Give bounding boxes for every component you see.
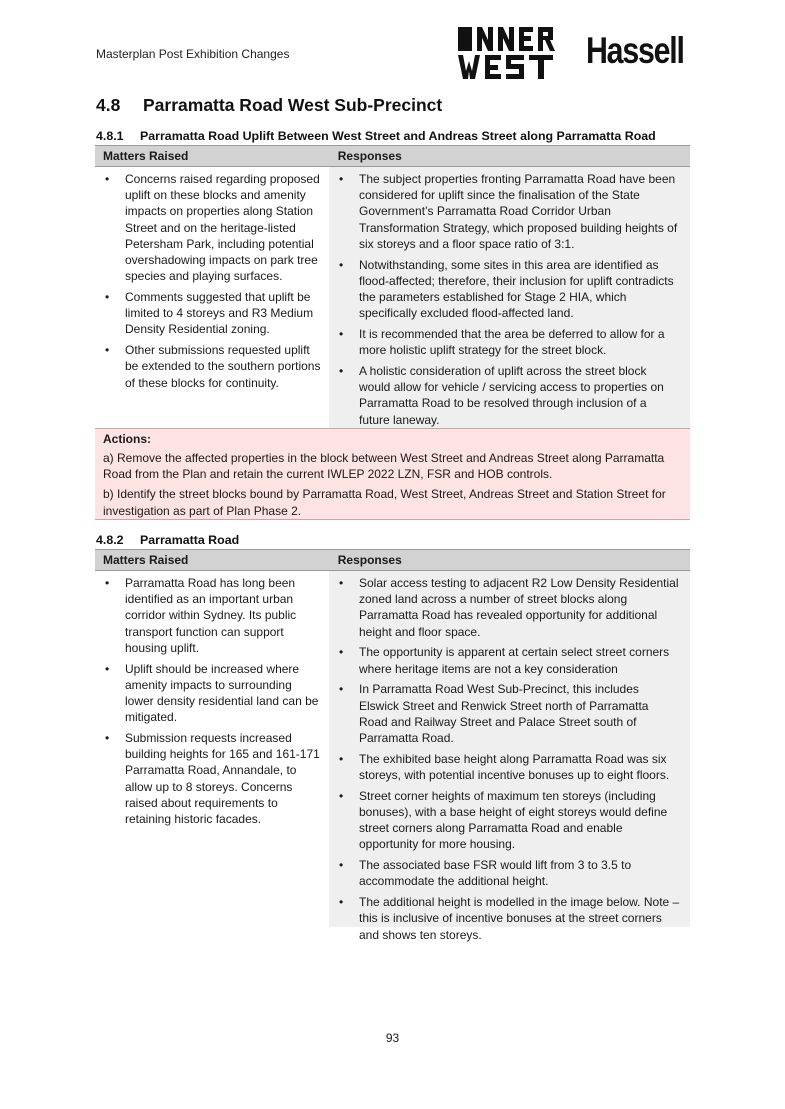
matters-responses-table-1 <box>95 145 690 428</box>
actions-label: Actions: <box>103 432 151 446</box>
column-header-responses: Responses <box>337 149 402 163</box>
inner-west-logo <box>458 26 556 80</box>
list-item: • The subject properties fronting Parramatta Road have been considered for uplift since the finalisation of the State Government’s Parramatta Road Corridor Urban Transformation Strategy, which proposed building heights of six storeys and a floor space ratio of 3:1. <box>339 172 678 251</box>
list-item: • It is recommended that the area be deferred to allow for a more holistic uplift strategy for the street block. <box>339 327 665 358</box>
section-heading <box>96 95 442 116</box>
column-header-matters: Matters Raised <box>103 553 189 567</box>
subsection-heading-4-8-2 <box>96 533 239 547</box>
list-item: • Concerns raised regarding proposed uplift on these blocks and amenity impacts on properties along Station Street and on the heritage-listed Petersham Park, including potential overshadowing impacts on park tree species and playing surfaces. <box>105 172 320 284</box>
list-item: • Street corner heights of maximum ten storeys (including bonuses), with a base height of eight storeys would define street corners along Parramatta Road and enable opportunity for more housing. <box>339 788 668 852</box>
subsection-number: 4.8.2 <box>96 533 124 547</box>
list-item: • Solar access testing to adjacent R2 Low Density Residential zoned land across a number of street blocks along Parramatta Road has revealed opportunity for additional height and floor space. <box>339 576 679 639</box>
list-item: • Uplift should be increased where amenity impacts to surrounding lower density residential land can be mitigated. <box>105 661 319 725</box>
column-header-responses: Responses <box>337 553 402 567</box>
actions-box <box>95 428 690 520</box>
list-item: • A holistic consideration of uplift across the street block would allow for vehicle / servicing access to properties on Parramatta Road to be resolved through inclusion of a future laneway. <box>339 364 664 427</box>
table-body <box>95 571 690 942</box>
column-header-matters: Matters Raised <box>103 149 189 163</box>
list-item: • The additional height is modelled in the image below. Note – this is inclusive of incentive bonuses at the street corners and shows ten storeys. <box>339 895 680 942</box>
matters-column <box>95 167 329 428</box>
document-header-title: Masterplan Post Exhibition Changes <box>96 47 290 61</box>
list-item: • Comments suggested that uplift be limited to 4 storeys and R3 Medium Density Residential zoning. <box>105 290 314 337</box>
matters-column <box>95 571 329 927</box>
list-item: • The associated base FSR would lift from 3 to 3.5 to accommodate the additional height. <box>339 858 632 889</box>
list-item: • In Parramatta Road West Sub-Precinct, this includes Elswick Street and Renwick Street north of Parramatta Road and Railway Street and Palace Street south of Parramatta Road. <box>339 682 649 746</box>
section-title: Parramatta Road West Sub-Precinct <box>143 95 443 115</box>
subsection-title: Parramatta Road <box>140 533 240 547</box>
page-number: 93 <box>385 1031 400 1045</box>
table-body <box>95 167 690 428</box>
list-item: • Submission requests increased building heights for 165 and 161-171 Parramatta Road, Annandale, to allow up to 8 storeys. Concerns raised about requirements to retaining historic facades. <box>105 731 320 827</box>
table-header <box>95 549 690 571</box>
list-item: • Parramatta Road has long been identified as an important urban corridor within Sydney. Its public transport function can support housing uplift. <box>105 576 297 655</box>
matters-responses-table-2 <box>95 549 690 942</box>
subsection-title: Parramatta Road Uplift Between West Street and Andreas Street along Parramatta Road <box>140 129 656 143</box>
section-number: 4.8 <box>96 95 121 115</box>
hassell-logo: Hassell <box>586 30 684 71</box>
action-item: a) Remove the affected properties in the block between West Street and Andreas Street along Parramatta Road from the Plan and retain the current IWLEP 2022 LZN, FSR and HOB controls. <box>103 451 665 482</box>
subsection-number: 4.8.1 <box>96 129 124 143</box>
subsection-heading-4-8-1 <box>96 129 656 143</box>
list-item: • The opportunity is apparent at certain select street corners where heritage items are not a key consideration <box>339 645 670 676</box>
list-item: • The exhibited base height along Parramatta Road was six storeys, with potential incentive bonuses up to eight floors. <box>339 751 670 783</box>
responses-column <box>329 571 690 942</box>
list-item: • Other submissions requested uplift be extended to the southern portions of these blocks for continuity. <box>105 343 321 390</box>
list-item: • Notwithstanding, some sites in this area are identified as flood-affected; therefore, their inclusion for uplift contradicts the parameters established for Stage 2 HIA, which specifically excluded flood-affected land. <box>339 257 674 321</box>
action-item: b) Identify the street blocks bound by Parramatta Road, West Street, Andreas Street and Station Street for investigation as part of Plan Phase 2. <box>103 487 666 518</box>
table-header <box>95 145 690 167</box>
responses-column <box>329 167 690 428</box>
